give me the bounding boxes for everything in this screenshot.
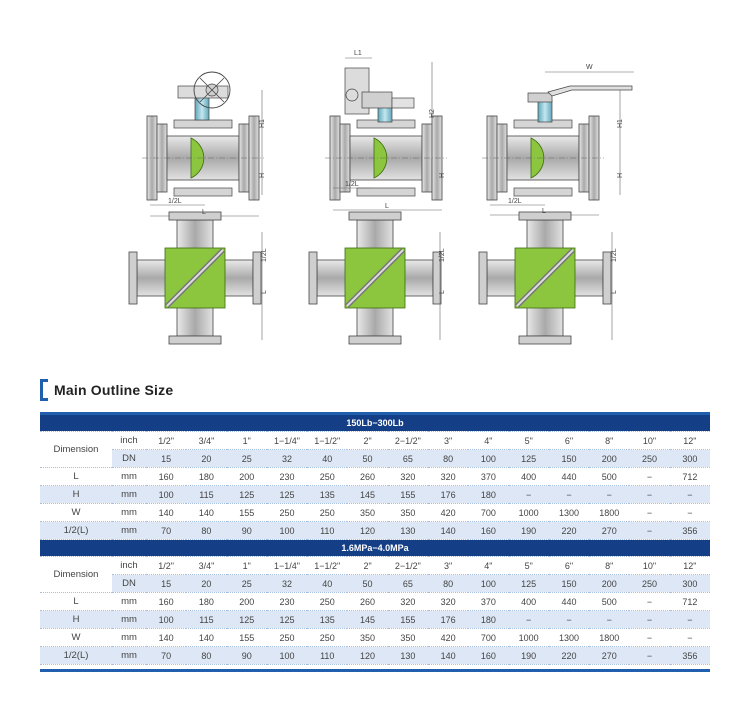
table-cell: 1800 <box>589 504 629 522</box>
table-cell: 125 <box>227 486 267 504</box>
table-cell: 260 <box>347 468 387 486</box>
dim-label-half-l-d: 1/2L <box>261 248 268 262</box>
table-cell: 140 <box>428 522 468 540</box>
table-cell: 25 <box>227 575 267 593</box>
table-cell: 125 <box>509 575 549 593</box>
row-name: 1/2(L) <box>40 647 112 665</box>
table-cell: 155 <box>227 504 267 522</box>
table-cell: 120 <box>347 647 387 665</box>
table-cell: 190 <box>509 522 549 540</box>
table-cell: 1−1/2" <box>307 557 347 575</box>
table-cell: 125 <box>267 486 307 504</box>
table-cell: 180 <box>468 486 508 504</box>
table-cell: 160 <box>146 593 186 611</box>
table-cell: 140 <box>146 504 186 522</box>
table-row <box>40 611 710 629</box>
row-unit: mm <box>112 629 146 647</box>
table-cell: 65 <box>388 450 428 468</box>
table-cell: 250 <box>267 504 307 522</box>
table-row <box>40 522 710 540</box>
table-cell: 356 <box>670 647 710 665</box>
dim-label-h-b: H <box>439 172 446 178</box>
table-cell: 250 <box>307 593 347 611</box>
table-cell: 1300 <box>549 629 589 647</box>
table-cell: 440 <box>549 468 589 486</box>
row-name: W <box>40 629 112 647</box>
table-cell: 180 <box>186 468 226 486</box>
table-cell: 320 <box>388 593 428 611</box>
table-cell: 350 <box>388 504 428 522</box>
table-cell: 270 <box>589 647 629 665</box>
table-cell: 350 <box>388 629 428 647</box>
table-cell: 200 <box>227 593 267 611</box>
section-title: Main Outline Size <box>54 382 174 398</box>
table-cell: 500 <box>589 593 629 611</box>
table-cell: 2−1/2" <box>388 432 428 450</box>
table-cell: 125 <box>227 611 267 629</box>
table-cell: 160 <box>146 468 186 486</box>
table-cell: 356 <box>670 522 710 540</box>
table-cell: 155 <box>227 629 267 647</box>
table-cell: 2" <box>347 557 387 575</box>
pressure-class-title: 150Lb−300Lb <box>40 415 710 432</box>
table-cell: 176 <box>428 486 468 504</box>
table-cell: 10" <box>629 557 669 575</box>
table-cell: 1300 <box>549 504 589 522</box>
table-cell: − <box>549 486 589 504</box>
table-cell: 40 <box>307 450 347 468</box>
table-cell: 80 <box>428 450 468 468</box>
table-cell: 140 <box>186 504 226 522</box>
table-cell: 1800 <box>589 629 629 647</box>
table-cell: 1" <box>227 432 267 450</box>
row-name: H <box>40 486 112 504</box>
table-cell: 65 <box>388 575 428 593</box>
dimension-label: Dimension <box>40 432 112 468</box>
plan-view-2 <box>309 212 441 344</box>
table-cell: 110 <box>307 522 347 540</box>
plan-view-1 <box>129 212 262 344</box>
table-cell: 120 <box>347 522 387 540</box>
table-cell: 180 <box>468 611 508 629</box>
table-cell: 32 <box>267 450 307 468</box>
table-cell: 135 <box>307 486 347 504</box>
table-cell: 6" <box>549 557 589 575</box>
table-cell: 90 <box>227 647 267 665</box>
table-cell: 100 <box>468 575 508 593</box>
table-cell: 1000 <box>509 629 549 647</box>
table-cell: 100 <box>468 450 508 468</box>
table-cell: 40 <box>307 575 347 593</box>
table-cell: 500 <box>589 468 629 486</box>
table-cell: − <box>509 486 549 504</box>
row-unit: mm <box>112 486 146 504</box>
dim-label-half-l-e: 1/2L <box>439 248 446 262</box>
table-row-inch <box>40 432 710 450</box>
table-cell: 700 <box>468 629 508 647</box>
table-cell: 155 <box>388 486 428 504</box>
table-row-dn <box>40 450 710 468</box>
table-cell: 320 <box>428 468 468 486</box>
table-cell: 1−1/2" <box>307 432 347 450</box>
table-cell: − <box>549 611 589 629</box>
table-cell: 150 <box>549 575 589 593</box>
table-cell: 300 <box>670 575 710 593</box>
dim-label-h2: H2 <box>429 109 436 118</box>
table-cell: 3/4" <box>186 557 226 575</box>
table-cell: 4" <box>468 557 508 575</box>
table-cell: 350 <box>347 629 387 647</box>
table-cell: 80 <box>428 575 468 593</box>
table-cell: − <box>629 522 669 540</box>
pressure-class-title: 1.6MPa−4.0MPa <box>40 540 710 557</box>
table-cell: − <box>670 486 710 504</box>
table-cell: 32 <box>267 575 307 593</box>
table-cell: 130 <box>388 647 428 665</box>
table-cell: 260 <box>347 593 387 611</box>
section-header <box>40 378 173 402</box>
table-cell: 220 <box>549 647 589 665</box>
dim-label-half-l-b: 1/2L <box>345 181 359 188</box>
dn-label: DN <box>112 575 146 593</box>
row-name: W <box>40 504 112 522</box>
table-cell: 190 <box>509 647 549 665</box>
table-cell: 125 <box>509 450 549 468</box>
table-cell: 8" <box>589 432 629 450</box>
dim-label-l-c: L <box>542 208 546 215</box>
table-cell: − <box>629 486 669 504</box>
dim-label-h-a: H <box>259 172 266 178</box>
dim-label-l-b: L <box>385 203 389 210</box>
table-cell: 400 <box>509 593 549 611</box>
table-cell: 220 <box>549 522 589 540</box>
table-cell: 50 <box>347 575 387 593</box>
table-cell: 80 <box>186 647 226 665</box>
table-cell: 3/4" <box>186 432 226 450</box>
dn-label: DN <box>112 450 146 468</box>
table-cell: 1" <box>227 557 267 575</box>
table-cell: 440 <box>549 593 589 611</box>
table-cell: − <box>670 611 710 629</box>
dim-label-l-f: L <box>611 290 618 294</box>
row-name: H <box>40 611 112 629</box>
table-cell: 5" <box>509 432 549 450</box>
table-cell: 20 <box>186 450 226 468</box>
dim-label-h1-a: H1 <box>259 119 266 128</box>
table-cell: 230 <box>267 468 307 486</box>
dim-label-h-c: H <box>617 172 624 178</box>
table-cell: 250 <box>629 450 669 468</box>
table-cell: 15 <box>146 450 186 468</box>
table-cell: 1−1/4" <box>267 557 307 575</box>
table-cell: 230 <box>267 593 307 611</box>
table-cell: 3" <box>428 557 468 575</box>
inch-label: inch <box>112 432 146 450</box>
table-cell: 160 <box>468 522 508 540</box>
table-title-row <box>40 540 710 557</box>
table-cell: 200 <box>589 575 629 593</box>
plan-view-3 <box>479 212 612 344</box>
dim-label-h1-c: H1 <box>617 119 624 128</box>
table-cell: 115 <box>186 486 226 504</box>
table-cell: 270 <box>589 522 629 540</box>
table-cell: 125 <box>267 611 307 629</box>
table-cell: 100 <box>146 486 186 504</box>
table-cell: − <box>629 647 669 665</box>
table-cell: 10" <box>629 432 669 450</box>
table-cell: 155 <box>388 611 428 629</box>
table-cell: 50 <box>347 450 387 468</box>
table-cell: 250 <box>307 468 347 486</box>
table-cell: 250 <box>307 504 347 522</box>
table-cell: 140 <box>146 629 186 647</box>
actuator-valve-side-view <box>325 58 447 210</box>
table-cell: 2−1/2" <box>388 557 428 575</box>
table-cell: 1/2" <box>146 557 186 575</box>
table-cell: 12" <box>670 557 710 575</box>
table-cell: 12" <box>670 432 710 450</box>
table-cell: 70 <box>146 647 186 665</box>
table-cell: 110 <box>307 647 347 665</box>
inch-label: inch <box>112 557 146 575</box>
table-cell: 300 <box>670 450 710 468</box>
row-unit: mm <box>112 522 146 540</box>
table-cell: 150 <box>549 450 589 468</box>
table-cell: 250 <box>629 575 669 593</box>
table-cell: 1000 <box>509 504 549 522</box>
row-unit: mm <box>112 504 146 522</box>
table-cell: 320 <box>388 468 428 486</box>
table-cell: − <box>670 504 710 522</box>
table-cell: − <box>629 593 669 611</box>
table-row-inch <box>40 557 710 575</box>
table-cell: 115 <box>186 611 226 629</box>
outline-size-table <box>40 415 710 665</box>
table-cell: 135 <box>307 611 347 629</box>
table-cell: − <box>509 611 549 629</box>
table-cell: 200 <box>589 450 629 468</box>
table-row <box>40 647 710 665</box>
bracket-icon <box>40 379 48 401</box>
lever-valve-side-view <box>482 72 634 215</box>
table-cell: 100 <box>146 611 186 629</box>
dim-label-half-l-c: 1/2L <box>508 198 522 205</box>
table-cell: 8" <box>589 557 629 575</box>
table-cell: − <box>670 629 710 647</box>
table-cell: 15 <box>146 575 186 593</box>
table-bottom-rule <box>40 669 710 672</box>
table-cell: − <box>629 629 669 647</box>
dim-label-l1: L1 <box>354 50 362 57</box>
table-cell: 2" <box>347 432 387 450</box>
table-cell: 100 <box>267 647 307 665</box>
row-name: L <box>40 593 112 611</box>
table-cell: 176 <box>428 611 468 629</box>
table-cell: 1/2" <box>146 432 186 450</box>
table-cell: 140 <box>186 629 226 647</box>
outline-size-table-wrap <box>40 412 710 672</box>
table-cell: 700 <box>468 504 508 522</box>
table-cell: 70 <box>146 522 186 540</box>
table-cell: 370 <box>468 593 508 611</box>
row-unit: mm <box>112 593 146 611</box>
row-unit: mm <box>112 611 146 629</box>
table-cell: − <box>589 611 629 629</box>
dimension-label: Dimension <box>40 557 112 593</box>
table-title-row <box>40 415 710 432</box>
table-cell: 5" <box>509 557 549 575</box>
table-cell: 25 <box>227 450 267 468</box>
row-unit: mm <box>112 468 146 486</box>
table-row <box>40 468 710 486</box>
table-row <box>40 486 710 504</box>
table-cell: 145 <box>347 611 387 629</box>
table-cell: 712 <box>670 468 710 486</box>
table-cell: 90 <box>227 522 267 540</box>
table-cell: 20 <box>186 575 226 593</box>
row-name: L <box>40 468 112 486</box>
dim-label-l-e: L <box>439 290 446 294</box>
table-cell: 200 <box>227 468 267 486</box>
table-cell: 145 <box>347 486 387 504</box>
table-cell: 4" <box>468 432 508 450</box>
table-row-dn <box>40 575 710 593</box>
table-row <box>40 629 710 647</box>
table-cell: 130 <box>388 522 428 540</box>
table-row <box>40 593 710 611</box>
table-cell: 712 <box>670 593 710 611</box>
dim-label-half-l-f: 1/2L <box>611 248 618 262</box>
dim-label-half-l-a: 1/2L <box>168 198 182 205</box>
table-cell: 80 <box>186 522 226 540</box>
table-cell: 1−1/4" <box>267 432 307 450</box>
dim-label-w: W <box>586 64 593 71</box>
table-cell: 140 <box>428 647 468 665</box>
table-cell: − <box>629 468 669 486</box>
gear-valve-side-view <box>142 72 264 216</box>
table-cell: 420 <box>428 629 468 647</box>
table-cell: − <box>629 504 669 522</box>
table-cell: 160 <box>468 647 508 665</box>
dim-label-l-a: L <box>202 209 206 216</box>
row-unit: mm <box>112 647 146 665</box>
table-cell: 400 <box>509 468 549 486</box>
table-cell: − <box>629 611 669 629</box>
table-cell: − <box>589 486 629 504</box>
dim-label-l-d: L <box>261 290 268 294</box>
table-cell: 370 <box>468 468 508 486</box>
table-cell: 250 <box>267 629 307 647</box>
table-cell: 350 <box>347 504 387 522</box>
table-cell: 3" <box>428 432 468 450</box>
table-cell: 6" <box>549 432 589 450</box>
table-cell: 250 <box>307 629 347 647</box>
table-cell: 180 <box>186 593 226 611</box>
table-cell: 420 <box>428 504 468 522</box>
table-row <box>40 504 710 522</box>
table-cell: 100 <box>267 522 307 540</box>
table-cell: 320 <box>428 593 468 611</box>
row-name: 1/2(L) <box>40 522 112 540</box>
